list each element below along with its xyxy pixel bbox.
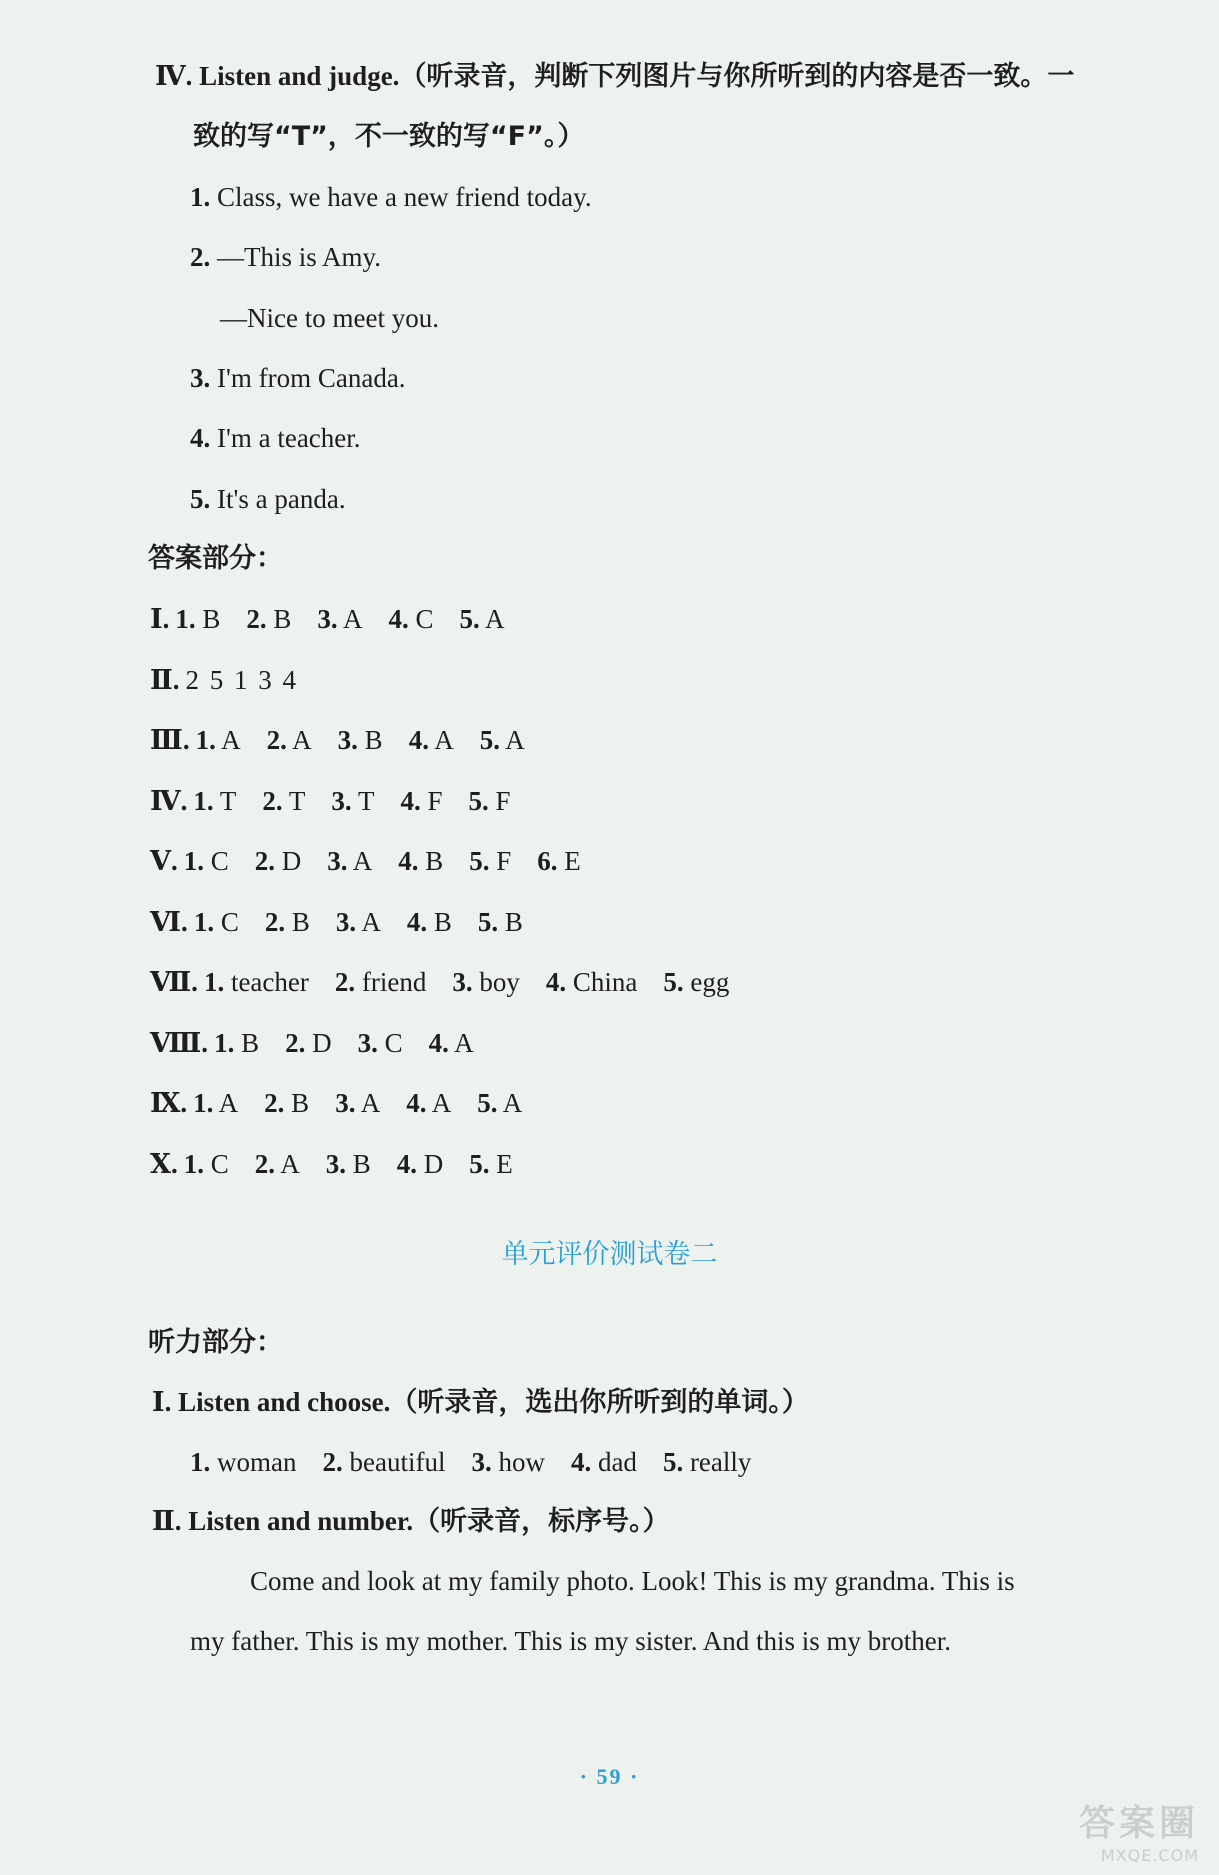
answer-number: 4.	[545, 967, 567, 997]
answer-number: 2.	[254, 1149, 275, 1179]
watermark-url: MXQE.COM	[1100, 1846, 1199, 1865]
item-number: 1.	[190, 182, 211, 212]
word-item	[322, 1444, 445, 1480]
answer-number: 3.	[357, 1028, 378, 1058]
answer-number: 5.	[468, 786, 489, 816]
section-4-item	[220, 300, 439, 336]
answer-value: F	[496, 846, 512, 876]
answer-row	[150, 722, 551, 758]
answer-value: A	[454, 1028, 474, 1058]
answer-value: C	[384, 1028, 403, 1058]
answer-item	[397, 1146, 444, 1182]
word-text: beautiful	[349, 1447, 446, 1477]
answer-value: A	[221, 725, 241, 755]
answer-item	[204, 964, 309, 1000]
section-heading-en: Ⅱ. Listen and number.	[152, 1506, 414, 1536]
section-4-heading-en: Ⅳ. Listen and judge.	[155, 61, 400, 91]
answer-number: 3.	[327, 846, 348, 876]
answer-number: 2.	[264, 1088, 285, 1118]
answer-number: 1.	[193, 907, 215, 937]
answer-item	[331, 783, 374, 819]
answer-item	[196, 722, 241, 758]
answer-value: A	[484, 604, 505, 634]
answer-value: A	[502, 1088, 523, 1118]
answer-item	[335, 1085, 380, 1121]
answer-item	[468, 783, 510, 819]
answer-number: 1.	[183, 846, 204, 876]
answer-item	[335, 964, 426, 1000]
item-number: 4.	[190, 423, 211, 453]
answer-number: 5.	[479, 725, 500, 755]
section-4-item	[190, 179, 592, 215]
page-number: · 59 ·	[579, 1764, 640, 1789]
answer-value: egg	[690, 967, 730, 997]
answer-value: B	[202, 604, 221, 634]
answer-value: T	[357, 786, 375, 816]
answer-row	[150, 964, 755, 1000]
answer-row	[150, 904, 549, 940]
answer-number: 2.	[285, 1028, 306, 1058]
answer-item	[409, 722, 454, 758]
unit-2-section-1-items	[190, 1444, 777, 1480]
word-text: really	[689, 1447, 752, 1477]
answer-number: 5.	[469, 1149, 490, 1179]
answer-item	[336, 904, 381, 940]
answer-value: C	[415, 604, 434, 634]
answer-item	[255, 843, 302, 879]
answer-value: A	[434, 725, 454, 755]
section-4-heading-cn-1: （听录音，判断下列图片与你所听到的内容是否一致。一	[399, 61, 1075, 92]
item-text: —Nice to meet you.	[220, 303, 439, 333]
answer-value: C	[210, 1149, 229, 1179]
answer-value: B	[504, 907, 523, 937]
answer-row	[150, 1085, 548, 1121]
answer-item	[469, 1146, 513, 1182]
section-4-item	[190, 239, 381, 275]
answer-item	[400, 783, 442, 819]
answer-number: 4.	[388, 604, 409, 634]
answer-row	[150, 601, 530, 637]
unit-2-title: 单元评价测试卷二	[501, 1239, 718, 1270]
answer-value: A	[431, 1088, 452, 1118]
answer-item	[285, 1025, 332, 1061]
answer-number: 2.	[264, 907, 286, 937]
word-number: 5.	[662, 1447, 684, 1477]
answer-value: T	[219, 786, 237, 816]
answer-item	[193, 783, 236, 819]
unit-2-section-2-heading	[152, 1503, 670, 1540]
word-number: 2.	[322, 1447, 343, 1477]
answer-number: 2.	[266, 725, 287, 755]
answer-row-label: Ⅰ.	[150, 604, 170, 634]
answer-number: 4.	[406, 907, 428, 937]
answer-item	[398, 843, 443, 879]
item-text: It's a panda.	[217, 484, 346, 514]
word-number: 4.	[570, 1447, 592, 1477]
answer-number: 2.	[262, 786, 283, 816]
answer-number: 5.	[663, 967, 684, 997]
answer-number: 6.	[537, 846, 558, 876]
answer-number: 2.	[334, 967, 356, 997]
answer-item	[537, 843, 581, 879]
answer-item	[194, 904, 239, 940]
answer-value: C	[210, 846, 229, 876]
answer-item	[338, 722, 383, 758]
section-4-heading-cont	[193, 118, 584, 155]
section-4-item	[190, 481, 346, 517]
answer-number: 4.	[406, 1088, 427, 1118]
answer-item	[184, 1146, 229, 1182]
answer-value: D	[281, 846, 302, 876]
answer-value: B	[433, 907, 452, 937]
item-number: 3.	[190, 363, 211, 393]
answer-number: 5.	[459, 604, 480, 634]
answer-row-label: Ⅴ.	[150, 846, 178, 876]
unit-2-section-1-heading	[152, 1384, 809, 1421]
section-4-heading-cn-2: 致的写“T”，不一致的写“F”。）	[193, 121, 585, 152]
answer-item	[469, 843, 511, 879]
watermark-logo	[1079, 1795, 1199, 1865]
answer-value: boy	[479, 967, 520, 997]
answer-number: 4.	[396, 1149, 417, 1179]
word-number: 3.	[471, 1447, 492, 1477]
answer-value: teacher	[230, 967, 309, 997]
answer-value: A	[352, 846, 373, 876]
answer-value: B	[364, 725, 383, 755]
answer-row-label: Ⅷ.	[150, 1028, 209, 1058]
answer-value: A	[342, 604, 363, 634]
word-item	[190, 1444, 296, 1480]
answer-number: 4.	[400, 786, 421, 816]
word-text: how	[498, 1447, 545, 1477]
answer-value: F	[427, 786, 443, 816]
answer-number: 4.	[428, 1028, 449, 1058]
item-text: —This is Amy.	[217, 242, 382, 272]
answer-number: 1.	[193, 1088, 214, 1118]
answer-row	[150, 662, 298, 698]
answer-item	[480, 722, 525, 758]
answer-item	[326, 1146, 371, 1182]
answer-number: 1.	[175, 604, 196, 634]
item-number: 2.	[190, 242, 211, 272]
word-item	[571, 1444, 637, 1480]
answer-number: 4.	[408, 725, 429, 755]
section-4-heading	[155, 58, 1074, 95]
answer-value: T	[288, 786, 306, 816]
answer-value: B	[291, 1088, 310, 1118]
answer-item	[477, 1085, 522, 1121]
answer-row-label: Ⅸ.	[150, 1088, 188, 1118]
answer-value: China	[572, 967, 638, 997]
answer-item	[214, 1025, 259, 1061]
answer-item	[262, 783, 305, 819]
passage-line-2: my father. This is my mother. This is my sister. And this is my brother.	[190, 1626, 952, 1656]
answer-item	[429, 1025, 474, 1061]
answer-value: E	[496, 1149, 513, 1179]
answer-value: A	[292, 725, 312, 755]
answer-value: C	[220, 907, 239, 937]
answer-value: B	[425, 846, 444, 876]
section-heading-cn: （听录音，标序号。）	[413, 1506, 670, 1537]
item-number: 5.	[190, 484, 211, 514]
answer-number: 1.	[183, 1149, 204, 1179]
answer-row	[150, 783, 537, 819]
word-item	[471, 1444, 545, 1480]
answer-number: 1.	[214, 1028, 235, 1058]
answer-value: D	[312, 1028, 332, 1058]
section-heading-en: Ⅰ. Listen and choose.	[152, 1387, 391, 1417]
watermark-text: 答案圈	[1078, 1803, 1199, 1844]
answer-item	[663, 964, 729, 1000]
item-text: I'm from Canada.	[217, 363, 406, 393]
word-text: dad	[597, 1447, 637, 1477]
answer-number: 3.	[317, 604, 338, 634]
section-4-item	[190, 360, 406, 396]
answer-row-label: Ⅳ.	[150, 786, 188, 816]
answer-sequence: 2 5 1 3 4	[185, 665, 299, 695]
answer-value: B	[273, 604, 292, 634]
answer-number: 1.	[193, 786, 214, 816]
word-number: 1.	[190, 1447, 211, 1477]
answer-number: 1.	[195, 725, 216, 755]
answer-item	[267, 722, 312, 758]
answer-value: A	[361, 907, 381, 937]
answer-value: friend	[361, 967, 427, 997]
answer-number: 2.	[254, 846, 275, 876]
answer-item	[184, 843, 229, 879]
answer-item	[255, 1146, 300, 1182]
answer-value: B	[291, 907, 310, 937]
answer-row-label: Ⅶ.	[150, 967, 198, 997]
answer-item	[546, 964, 638, 1000]
answer-number: 2.	[246, 604, 267, 634]
answer-number: 3.	[335, 907, 357, 937]
answer-row	[150, 843, 607, 879]
answer-item	[317, 601, 362, 637]
answer-number: 3.	[337, 725, 358, 755]
answer-number: 5.	[469, 846, 490, 876]
answer-item	[358, 1025, 403, 1061]
answer-value: B	[241, 1028, 260, 1058]
section-heading-cn: （听录音，选出你所听到的单词。）	[390, 1387, 809, 1418]
answer-item	[265, 904, 310, 940]
answer-row	[150, 1025, 500, 1061]
answer-row-label: Ⅹ.	[150, 1149, 178, 1179]
answer-number: 3.	[331, 786, 352, 816]
answer-item	[406, 1085, 451, 1121]
answer-item	[459, 601, 504, 637]
answer-number: 5.	[477, 1088, 498, 1118]
word-item	[663, 1444, 751, 1480]
answer-value: A	[218, 1088, 239, 1118]
answer-number: 5.	[477, 907, 499, 937]
answers-heading: 答案部分：	[148, 543, 283, 574]
answer-value: F	[495, 786, 511, 816]
answer-number: 3.	[335, 1088, 356, 1118]
answer-value: A	[505, 725, 525, 755]
word-text: woman	[217, 1447, 297, 1477]
section-4-item	[190, 420, 361, 456]
answer-number: 4.	[398, 846, 419, 876]
answer-row-label: Ⅲ.	[150, 725, 190, 755]
answer-item	[478, 904, 523, 940]
answer-item	[388, 601, 433, 637]
answer-item	[327, 843, 372, 879]
answer-item	[407, 904, 452, 940]
answer-number: 3.	[325, 1149, 346, 1179]
listening-heading: 听力部分：	[148, 1327, 283, 1358]
answer-value: A	[280, 1149, 300, 1179]
item-text: I'm a teacher.	[217, 423, 361, 453]
answer-item	[264, 1085, 309, 1121]
answer-number: 3.	[452, 967, 473, 997]
answer-item	[246, 601, 291, 637]
answer-row-label: Ⅵ.	[150, 907, 188, 937]
answer-value: E	[564, 846, 581, 876]
answer-value: B	[352, 1149, 371, 1179]
answer-value: A	[360, 1088, 381, 1118]
passage-line-1: Come and look at my family photo. Look! This is my grandma. This is	[250, 1566, 1015, 1596]
answer-row-label: Ⅱ.	[150, 665, 180, 695]
answer-item	[175, 601, 220, 637]
answer-item	[452, 964, 520, 1000]
answer-number: 1.	[203, 967, 225, 997]
answer-value: D	[423, 1149, 444, 1179]
answer-item	[193, 1085, 238, 1121]
item-text: Class, we have a new friend today.	[217, 182, 592, 212]
answer-row	[150, 1146, 539, 1182]
